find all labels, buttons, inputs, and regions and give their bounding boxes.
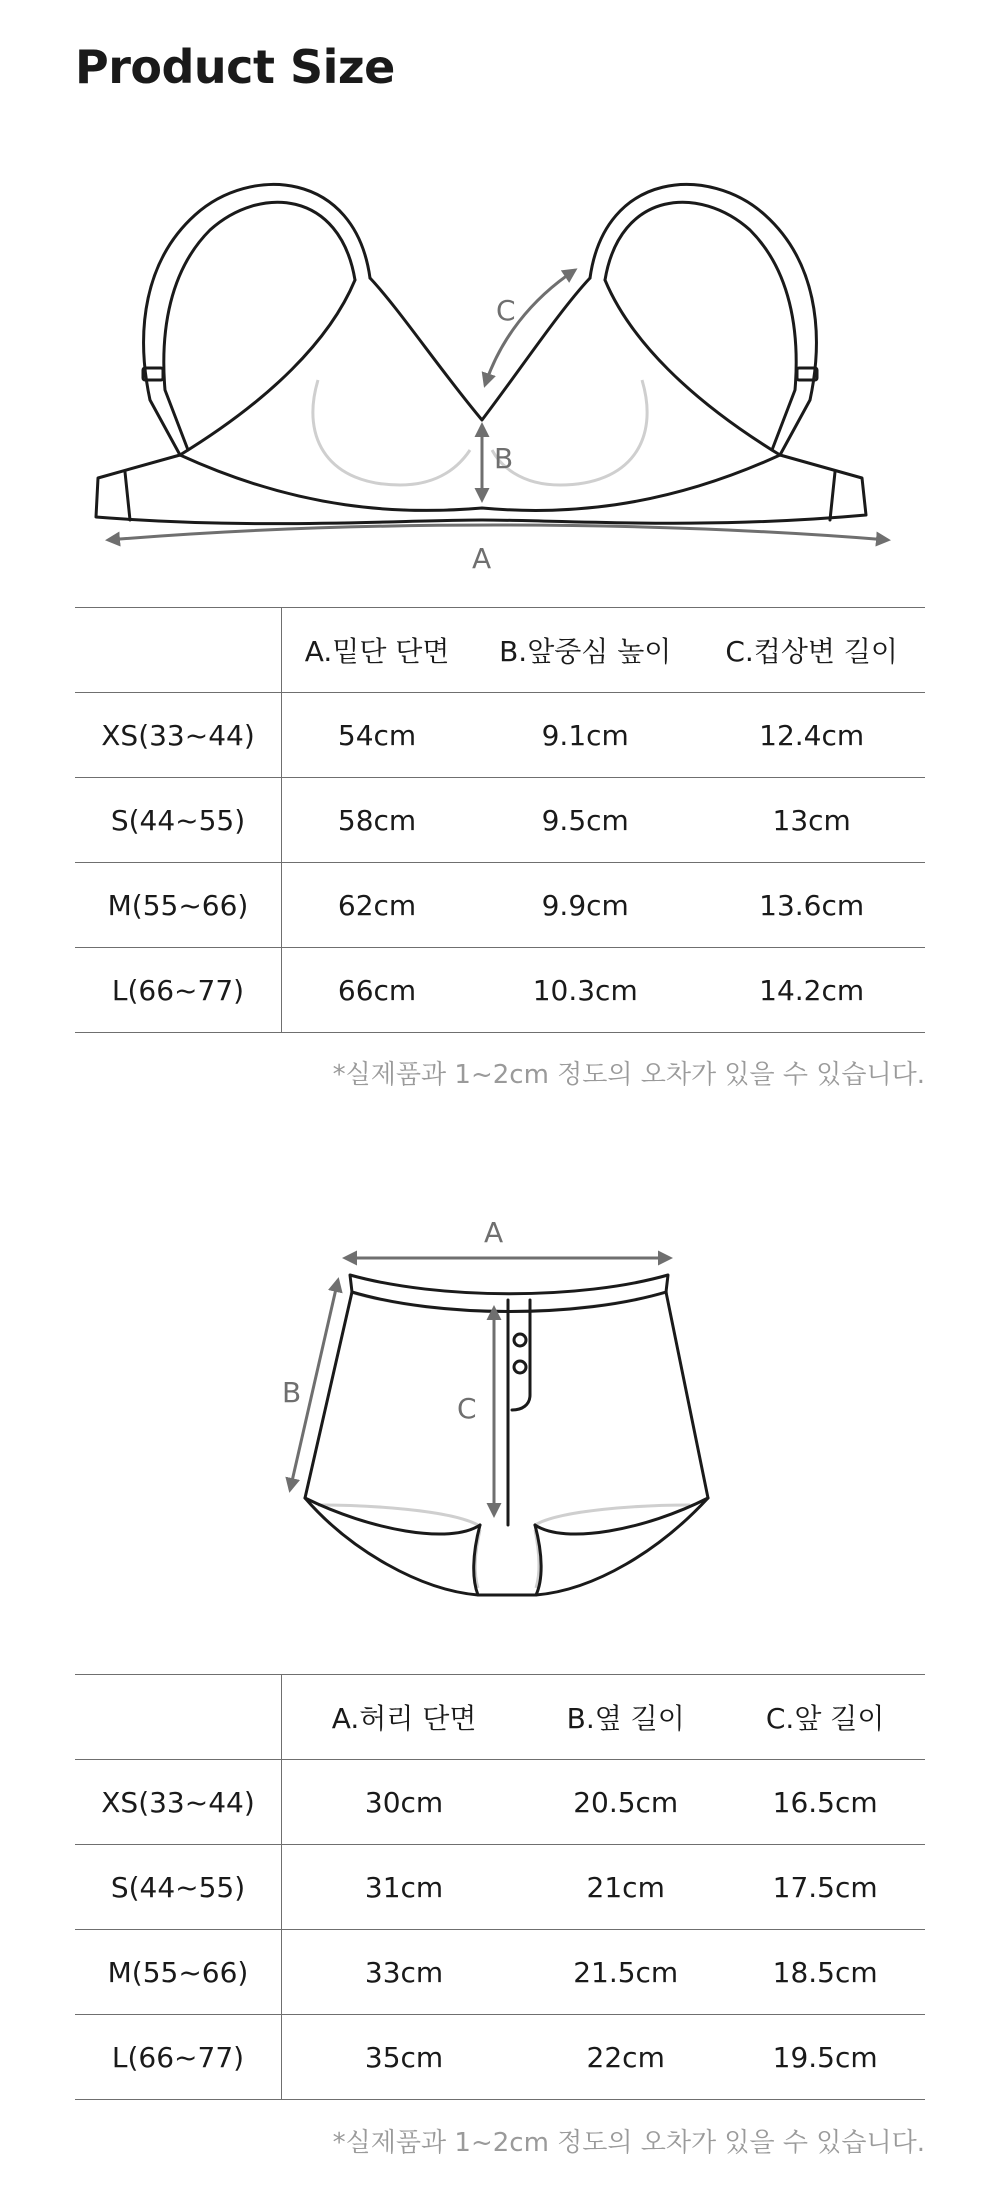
size-header-cell bbox=[75, 1675, 282, 1760]
bra-diagram bbox=[80, 170, 920, 590]
size-cell: XS(33~44) bbox=[75, 1760, 282, 1845]
table-row bbox=[75, 863, 925, 948]
value-cell: 18.5cm bbox=[725, 1930, 925, 2015]
value-cell: 19.5cm bbox=[725, 2015, 925, 2100]
size-cell: M(55~66) bbox=[75, 1930, 282, 2015]
table-row bbox=[75, 948, 925, 1033]
value-cell: 22cm bbox=[526, 2015, 725, 2100]
value-cell: 13cm bbox=[698, 778, 925, 863]
bra-label-c: C bbox=[496, 294, 516, 327]
size-cell: L(66~77) bbox=[75, 948, 282, 1033]
size-cell: M(55~66) bbox=[75, 863, 282, 948]
size-cell: L(66~77) bbox=[75, 2015, 282, 2100]
bra-label-a: A bbox=[472, 542, 492, 575]
table-row bbox=[75, 1760, 925, 1845]
panty-size-table bbox=[75, 1674, 925, 2100]
bra-size-table bbox=[75, 607, 925, 1033]
table-header-row bbox=[75, 1675, 925, 1760]
value-cell: 9.5cm bbox=[472, 778, 698, 863]
bra-label-b: B bbox=[494, 442, 514, 475]
table-row bbox=[75, 2015, 925, 2100]
bra-size-note: *실제품과 1~2cm 정도의 오차가 있을 수 있습니다. bbox=[332, 1060, 925, 1090]
value-cell: 14.2cm bbox=[698, 948, 925, 1033]
size-cell: S(44~55) bbox=[75, 1845, 282, 1930]
header-a: A.허리 단면 bbox=[282, 1675, 527, 1760]
panty-size-note: *실제품과 1~2cm 정도의 오차가 있을 수 있습니다. bbox=[332, 2128, 925, 2158]
value-cell: 33cm bbox=[282, 1930, 527, 2015]
value-cell: 17.5cm bbox=[725, 1845, 925, 1930]
size-cell: S(44~55) bbox=[75, 778, 282, 863]
value-cell: 62cm bbox=[282, 863, 473, 948]
panty-label-b: B bbox=[282, 1376, 302, 1409]
value-cell: 30cm bbox=[282, 1760, 527, 1845]
value-cell: 35cm bbox=[282, 2015, 527, 2100]
value-cell: 12.4cm bbox=[698, 693, 925, 778]
header-b: B.앞중심 높이 bbox=[472, 608, 698, 693]
header-c: C.앞 길이 bbox=[725, 1675, 925, 1760]
value-cell: 13.6cm bbox=[698, 863, 925, 948]
table-row bbox=[75, 778, 925, 863]
value-cell: 20.5cm bbox=[526, 1760, 725, 1845]
value-cell: 9.1cm bbox=[472, 693, 698, 778]
value-cell: 9.9cm bbox=[472, 863, 698, 948]
value-cell: 21.5cm bbox=[526, 1930, 725, 2015]
table-header-row bbox=[75, 608, 925, 693]
value-cell: 58cm bbox=[282, 778, 473, 863]
panty-label-a: A bbox=[484, 1216, 504, 1249]
value-cell: 21cm bbox=[526, 1845, 725, 1930]
size-cell: XS(33~44) bbox=[75, 693, 282, 778]
value-cell: 54cm bbox=[282, 693, 473, 778]
value-cell: 31cm bbox=[282, 1845, 527, 1930]
value-cell: 16.5cm bbox=[725, 1760, 925, 1845]
value-cell: 10.3cm bbox=[472, 948, 698, 1033]
header-c: C.컵상변 길이 bbox=[698, 608, 925, 693]
table-row bbox=[75, 1845, 925, 1930]
size-header-cell bbox=[75, 608, 282, 693]
table-row bbox=[75, 1930, 925, 2015]
value-cell: 66cm bbox=[282, 948, 473, 1033]
panty-diagram bbox=[270, 1210, 730, 1610]
table-row bbox=[75, 693, 925, 778]
header-a: A.밑단 단면 bbox=[282, 608, 473, 693]
header-b: B.옆 길이 bbox=[526, 1675, 725, 1760]
panty-label-c: C bbox=[457, 1392, 477, 1425]
page-title: Product Size bbox=[75, 40, 395, 94]
